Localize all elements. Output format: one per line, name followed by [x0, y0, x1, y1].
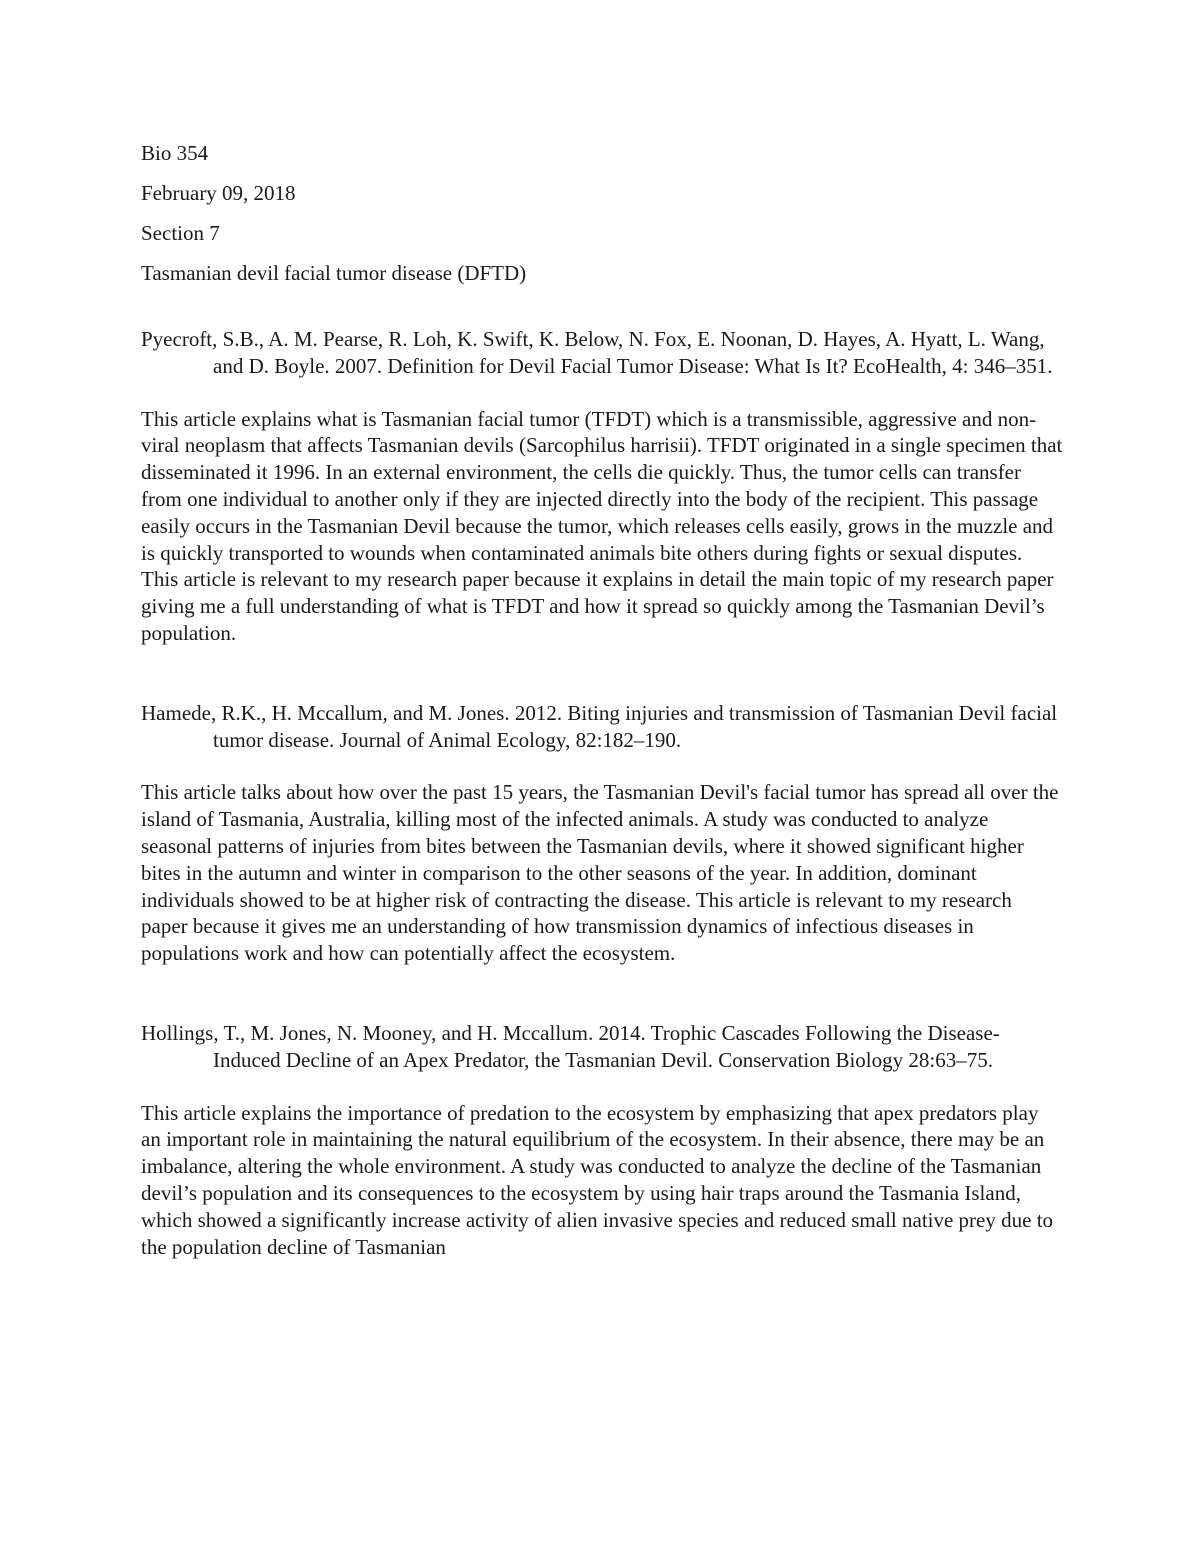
spacer — [141, 300, 1063, 326]
section-line: Section 7 — [141, 221, 220, 245]
document-body — [141, 140, 1063, 1260]
citation-hamede: Hamede, R.K., H. Mccallum, and M. Jones. 2012. Biting injuries and transmission of Tasmanian Devil facial tumor disease. Journal of Animal Ecology, 82:182–190. — [141, 700, 1058, 752]
citation-hollings: Hollings, T., M. Jones, N. Mooney, and H. Mccallum. 2014. Trophic Cascades Following the Disease-Induced Decline of an Apex Predator, the Tasmanian Devil. Conservation Biology 28:63–75. — [141, 1020, 1000, 1072]
summary-hamede: This article talks about how over the past 15 years, the Tasmanian Devil's facial tumor has spread all over the island of Tasmania, Australia, killing most of the infected animals. A study was conducted to analyze seasonal patterns of injuries from bites between the Tasmanian devils, where it showed significant higher bites in the autumn and winter in comparison to the other seasons of the year. In addition, dominant individuals showed to be at higher risk of contracting the disease. This article is relevant to my research paper because it gives me an understanding of how transmission dynamics of infectious diseases in populations work and how can potentially affect the ecosystem. — [141, 780, 1059, 966]
topic-line: Tasmanian devil facial tumor disease (DFTD) — [141, 261, 527, 285]
spacer — [141, 1074, 1063, 1100]
summary-hollings: This article explains the importance of predation to the ecosystem by emphasizing that apex predators play an important role in maintaining the natural equilibrium of the ecosystem. In their absence, there may be an imbalance, altering the whole environment. A study was conducted to analyze the decline of the Tasmanian devil’s population and its consequences to the ecosystem by using hair traps around the Tasmania Island, which showed a significantly increase activity of alien invasive species and reduced small native prey due to the population decline of Tasmanian — [141, 1100, 1054, 1259]
spacer — [141, 647, 1063, 700]
course-line: Bio 354 — [141, 141, 209, 165]
date-line: February 09, 2018 — [141, 181, 296, 205]
summary-pyecroft: This article explains what is Tasmanian facial tumor (TFDT) which is a transmissible, aggressive and non-viral neoplasm that affects Tasmanian devils (Sarcophilus harrisii). TFDT originated in a single specimen that disseminated it 1996. In an external environment, the cells die quickly. Thus, the tumor cells can transfer from one individual to another only if they are injected directly into the body of the recipient. This passage easily occurs in the Tasmanian Devil because the tumor, which releases cells easily, grows in the muzzle and is quickly transported to wounds when contaminated animals bite others during fights or sexual disputes. This article is relevant to my research paper because it explains in detail the main topic of my research paper giving me a full understanding of what is TFDT and how it spread so quickly among the Tasmanian Devil’s population. — [141, 406, 1063, 645]
spacer — [141, 380, 1063, 406]
citation-pyecroft: Pyecroft, S.B., A. M. Pearse, R. Loh, K. Swift, K. Below, N. Fox, E. Noonan, D. Hayes, A. Hyatt, L. Wang, and D. Boyle. 2007. Definition for Devil Facial Tumor Disease: What Is It? EcoHealth, 4: 346–351. — [141, 327, 1053, 378]
spacer — [141, 967, 1063, 1020]
spacer — [141, 753, 1063, 779]
